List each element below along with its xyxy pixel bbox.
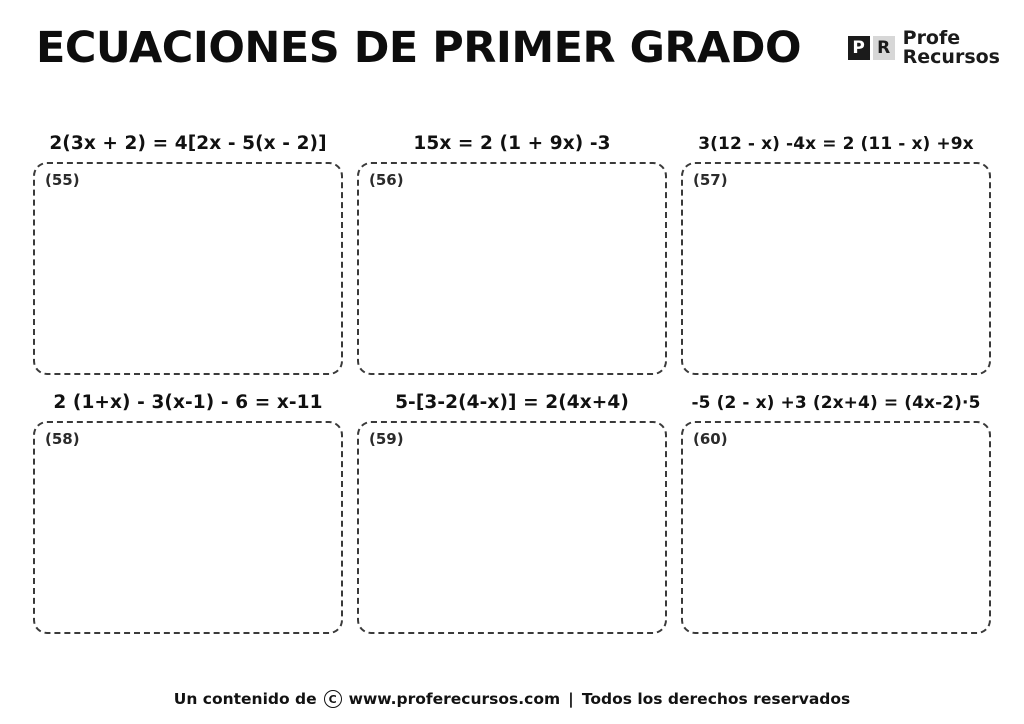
page-footer bbox=[0, 690, 1024, 708]
exercise-item-57 bbox=[681, 126, 991, 375]
answer-box-59[interactable] bbox=[357, 421, 667, 634]
exercise-number: (57) bbox=[693, 171, 728, 189]
brand-line-recursos: Recursos bbox=[902, 46, 1000, 68]
equation-text: 15x = 2 (1 + 9x) -3 bbox=[413, 133, 611, 154]
exercise-number: (58) bbox=[45, 430, 80, 448]
footer-separator: | bbox=[568, 690, 574, 708]
brand-logo bbox=[848, 26, 1000, 68]
exercise-number: (59) bbox=[369, 430, 404, 448]
copyright-icon: C bbox=[324, 690, 342, 708]
equation-text: 2 (1+x) - 3(x-1) - 6 = x-11 bbox=[53, 392, 323, 413]
equation-text: -5 (2 - x) +3 (2x+4) = (4x-2)·5 bbox=[691, 393, 981, 413]
answer-box-58[interactable] bbox=[33, 421, 343, 634]
exercise-item-56 bbox=[357, 126, 667, 375]
answer-box-56[interactable] bbox=[357, 162, 667, 375]
footer-rights: Todos los derechos reservados bbox=[581, 690, 851, 708]
answer-box-57[interactable] bbox=[681, 162, 991, 375]
exercise-number: (56) bbox=[369, 171, 404, 189]
brand-line-profe: Profe bbox=[902, 26, 961, 49]
footer-prefix: Un contenido de bbox=[173, 690, 317, 708]
exercise-row bbox=[33, 126, 991, 375]
exercise-item-60 bbox=[681, 385, 991, 634]
exercise-item-55 bbox=[33, 126, 343, 375]
brand-letter-r: R bbox=[873, 36, 895, 60]
exercise-number: (55) bbox=[45, 171, 80, 189]
page-header bbox=[36, 18, 1004, 78]
page-title: ECUACIONES DE PRIMER GRADO bbox=[36, 22, 802, 73]
brand-mark-icon bbox=[848, 36, 895, 60]
equation-text: 3(12 - x) -4x = 2 (11 - x) +9x bbox=[698, 134, 974, 154]
footer-site-link[interactable]: www.proferecursos.com bbox=[348, 690, 561, 708]
brand-wordmark bbox=[902, 26, 1000, 68]
exercise-item-58 bbox=[33, 385, 343, 634]
equation-text: 2(3x + 2) = 4[2x - 5(x - 2)] bbox=[49, 133, 327, 154]
exercise-item-59 bbox=[357, 385, 667, 634]
brand-letter-p: P bbox=[848, 36, 870, 60]
exercise-number: (60) bbox=[693, 430, 728, 448]
exercise-row bbox=[33, 385, 991, 634]
answer-box-55[interactable] bbox=[33, 162, 343, 375]
equation-text: 5-[3-2(4-x)] = 2(4x+4) bbox=[395, 392, 629, 413]
answer-box-60[interactable] bbox=[681, 421, 991, 634]
exercise-grid bbox=[33, 126, 991, 644]
